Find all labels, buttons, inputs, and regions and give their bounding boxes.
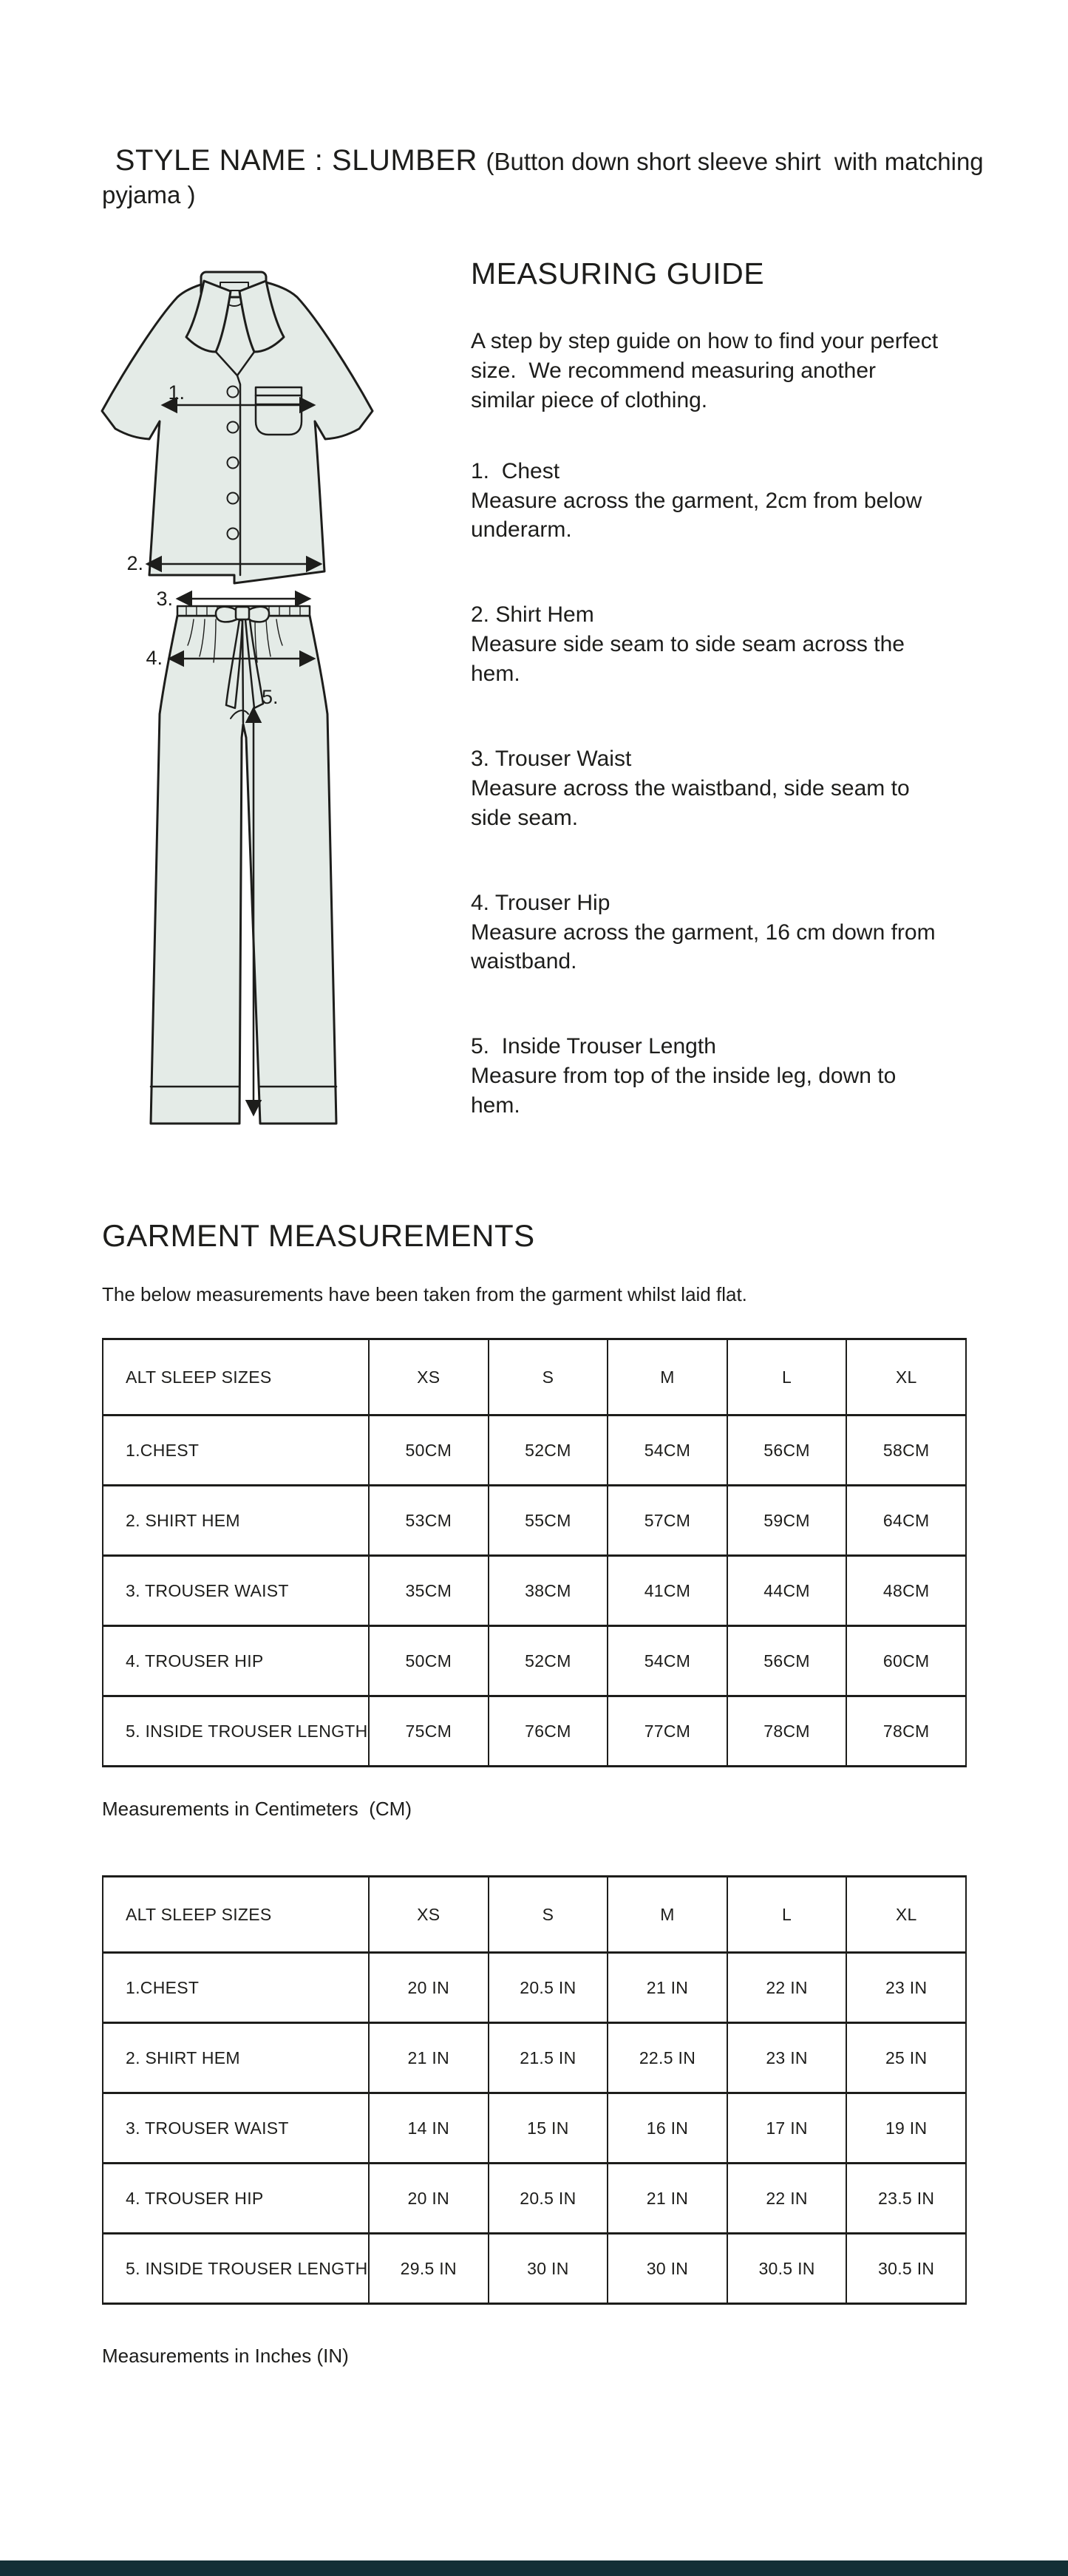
header-row	[103, 1339, 966, 1416]
step-chest	[471, 457, 944, 546]
step-title: 1. Chest	[471, 458, 560, 483]
value-cell: 64CM	[846, 1486, 966, 1556]
pyjama-sketch	[83, 265, 378, 1144]
value-cell: 25 IN	[846, 2023, 966, 2093]
value-cell: 21 IN	[608, 1953, 727, 2023]
value-cell: 23 IN	[727, 2023, 847, 2093]
value-cell: 19 IN	[846, 2093, 966, 2164]
value-cell: 48CM	[846, 1556, 966, 1626]
value-cell: 50CM	[369, 1626, 489, 1696]
value-cell: 78CM	[727, 1696, 847, 1767]
step-body: Measure side seam to side seam across the hem.	[471, 632, 911, 687]
measure-label-3: 3.	[156, 588, 173, 610]
shirt-illustration	[102, 272, 373, 583]
value-cell: 54CM	[608, 1416, 727, 1486]
column-header: XS	[369, 1877, 489, 1953]
value-cell: 15 IN	[489, 2093, 608, 2164]
value-cell: 22 IN	[727, 1953, 847, 2023]
row-label: 3. TROUSER WAIST	[103, 1556, 369, 1626]
step-trouser-hip	[471, 888, 944, 977]
value-cell: 56CM	[727, 1626, 847, 1696]
value-cell: 20 IN	[369, 1953, 489, 2023]
column-header: M	[608, 1877, 727, 1953]
table-row	[103, 2093, 966, 2164]
header-row	[103, 1877, 966, 1953]
value-cell: 22.5 IN	[608, 2023, 727, 2093]
value-cell: 17 IN	[727, 2093, 847, 2164]
table-row	[103, 1953, 966, 2023]
step-body: Measure across the garment, 2cm from below underarm.	[471, 488, 928, 543]
garment-measurements-subtitle: The below measurements have been taken from the garment whilst laid flat.	[102, 1283, 747, 1305]
value-cell: 29.5 IN	[369, 2234, 489, 2304]
step-shirt-hem	[471, 600, 944, 689]
column-header: L	[727, 1877, 847, 1953]
value-cell: 35CM	[369, 1556, 489, 1626]
column-header: XS	[369, 1339, 489, 1416]
value-cell: 20.5 IN	[489, 2164, 608, 2234]
value-cell: 21 IN	[608, 2164, 727, 2234]
cm-table-caption: Measurements in Centimeters (CM)	[102, 1798, 412, 1820]
column-header: M	[608, 1339, 727, 1416]
step-title: 4. Trouser Hip	[471, 890, 610, 915]
value-cell: 77CM	[608, 1696, 727, 1767]
row-label: 4. TROUSER HIP	[103, 1626, 369, 1696]
value-cell: 54CM	[608, 1626, 727, 1696]
in-measurements-table	[102, 1875, 967, 2305]
value-cell: 78CM	[846, 1696, 966, 1767]
row-label: 2. SHIRT HEM	[103, 2023, 369, 2093]
value-cell: 30 IN	[489, 2234, 608, 2304]
row-label: 4. TROUSER HIP	[103, 2164, 369, 2234]
table-row	[103, 1626, 966, 1696]
table-row	[103, 2023, 966, 2093]
value-cell: 30.5 IN	[727, 2234, 847, 2304]
column-header: S	[489, 1877, 608, 1953]
value-cell: 21 IN	[369, 2023, 489, 2093]
value-cell: 53CM	[369, 1486, 489, 1556]
step-title: 2. Shirt Hem	[471, 602, 594, 628]
value-cell: 21.5 IN	[489, 2023, 608, 2093]
table-row	[103, 1556, 966, 1626]
trousers-illustration	[151, 606, 336, 1124]
column-header: XL	[846, 1339, 966, 1416]
measure-label-4: 4.	[146, 647, 163, 669]
row-label: 5. INSIDE TROUSER LENGTH	[103, 1696, 369, 1767]
value-cell: 55CM	[489, 1486, 608, 1556]
step-trouser-waist	[471, 744, 944, 833]
value-cell: 57CM	[608, 1486, 727, 1556]
step-title: 5. Inside Trouser Length	[471, 1034, 716, 1059]
table-row	[103, 2164, 966, 2234]
value-cell: 23 IN	[846, 1953, 966, 2023]
value-cell: 41CM	[608, 1556, 727, 1626]
step-inside-trouser-length	[471, 1032, 944, 1121]
row-label: 1.CHEST	[103, 1416, 369, 1486]
measure-label-5: 5.	[262, 686, 279, 708]
table-row	[103, 1486, 966, 1556]
row-label: 1.CHEST	[103, 1953, 369, 2023]
measuring-guide-section	[471, 256, 944, 1176]
table-row	[103, 1696, 966, 1767]
column-header: ALT SLEEP SIZES	[103, 1339, 369, 1416]
table-row	[103, 2234, 966, 2304]
measure-label-1: 1.	[168, 381, 185, 404]
row-label: 2. SHIRT HEM	[103, 1486, 369, 1556]
page-title	[102, 126, 996, 226]
in-table-caption: Measurements in Inches (IN)	[102, 2345, 349, 2367]
step-title: 3. Trouser Waist	[471, 747, 632, 772]
value-cell: 20 IN	[369, 2164, 489, 2234]
column-header: XL	[846, 1877, 966, 1953]
row-label: 3. TROUSER WAIST	[103, 2093, 369, 2164]
value-cell: 60CM	[846, 1626, 966, 1696]
value-cell: 44CM	[727, 1556, 847, 1626]
value-cell: 30 IN	[608, 2234, 727, 2304]
value-cell: 52CM	[489, 1416, 608, 1486]
step-body: Measure across the garment, 16 cm down from waistband.	[471, 920, 942, 974]
column-header: L	[727, 1339, 847, 1416]
value-cell: 59CM	[727, 1486, 847, 1556]
value-cell: 75CM	[369, 1696, 489, 1767]
step-body: Measure across the waistband, side seam to side seam.	[471, 775, 916, 830]
value-cell: 56CM	[727, 1416, 847, 1486]
pyjama-illustration	[83, 265, 378, 1144]
cm-measurements-table	[102, 1338, 967, 1767]
value-cell: 23.5 IN	[846, 2164, 966, 2234]
row-label: 5. INSIDE TROUSER LENGTH	[103, 2234, 369, 2304]
measure-label-2: 2.	[126, 552, 143, 574]
value-cell: 50CM	[369, 1416, 489, 1486]
value-cell: 58CM	[846, 1416, 966, 1486]
step-body: Measure from top of the inside leg, down to hem.	[471, 1064, 902, 1118]
value-cell: 16 IN	[608, 2093, 727, 2164]
footer-bar	[0, 2560, 1068, 2576]
column-header: ALT SLEEP SIZES	[103, 1877, 369, 1953]
style-name-label: STYLE NAME : SLUMBER	[115, 143, 486, 177]
value-cell: 20.5 IN	[489, 1953, 608, 2023]
table-row	[103, 1416, 966, 1486]
value-cell: 22 IN	[727, 2164, 847, 2234]
style-description: (Button down short sleeve shirt with matching pyjama )	[102, 147, 990, 208]
garment-measurements-heading: GARMENT MEASUREMENTS	[102, 1218, 535, 1253]
column-header: S	[489, 1339, 608, 1416]
value-cell: 38CM	[489, 1556, 608, 1626]
value-cell: 76CM	[489, 1696, 608, 1767]
value-cell: 14 IN	[369, 2093, 489, 2164]
value-cell: 30.5 IN	[846, 2234, 966, 2304]
measuring-guide-intro: A step by step guide on how to find your perfect size. We recommend measuring another similar piece of clothing.	[471, 329, 945, 412]
measuring-guide-heading: MEASURING GUIDE	[471, 256, 765, 290]
value-cell: 52CM	[489, 1626, 608, 1696]
